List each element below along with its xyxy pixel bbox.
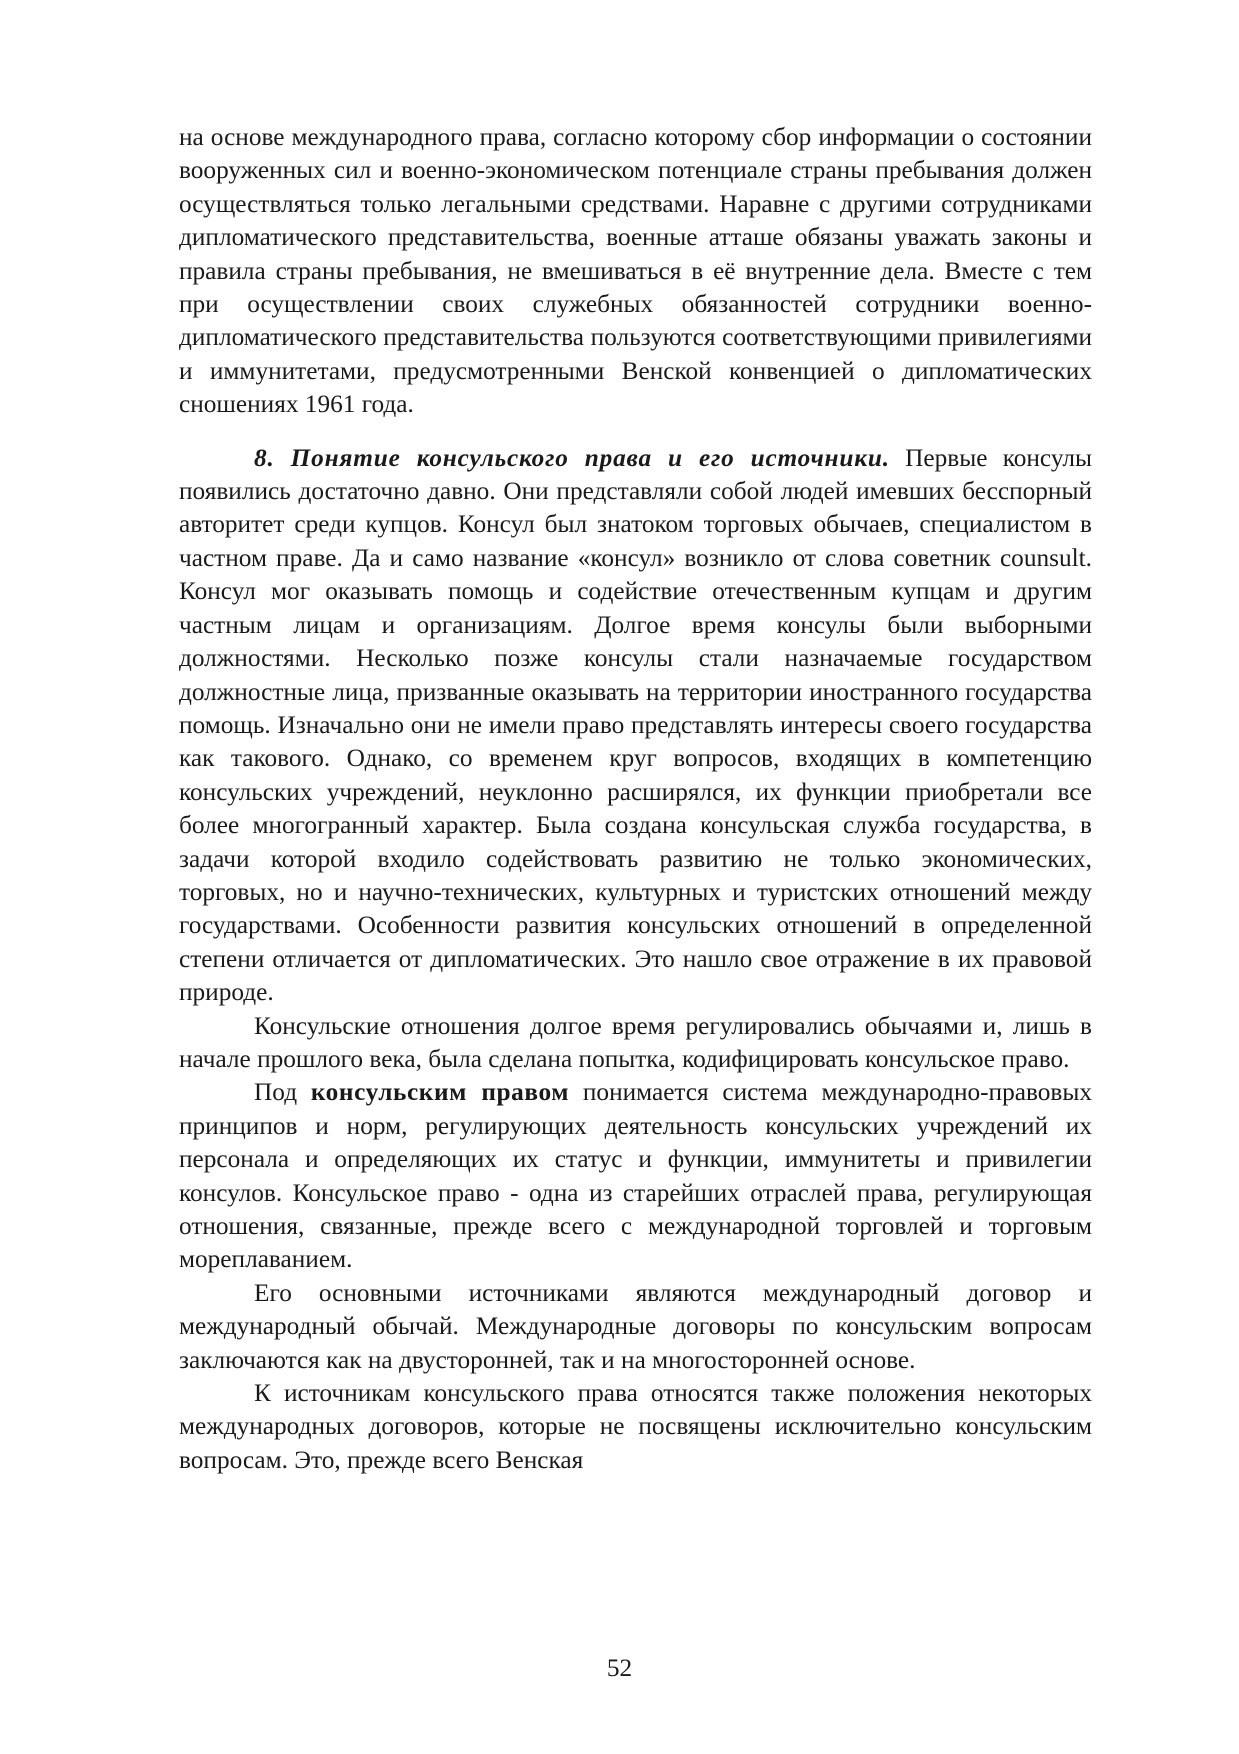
page-number: 52	[606, 1654, 633, 1682]
body-text	[179, 121, 1092, 1477]
paragraph-intro	[179, 121, 1092, 422]
paragraph-definition	[179, 1076, 1092, 1276]
paragraph-section-8	[179, 442, 1092, 1010]
paragraph-consular-relations	[179, 1010, 1092, 1077]
paragraph-definition-lead: Под	[254, 1078, 311, 1107]
paragraph-other-sources	[179, 1377, 1092, 1477]
paragraph-intro-text: на основе международного права, согласно которому сбор информации о состоянии вооруженных сил и военно-экономическом потенциале страны пребывания должен осуществляться только легальными средствами. Наравне с другими сотрудниками дипломатического представительства, военные атташе обязаны уважать законы и правила страны пребывания, не вмешиваться в её внутренние дела. Вместе с тем при осуществлении своих служебных обязанностей сотрудники военно-дипломатического представительства пользуются соответствующими привилегиями и иммунитетами, предусмотренными Венской конвенцией о дипломатических сношениях 1961 года.	[179, 123, 1092, 419]
paragraph-sources	[179, 1277, 1092, 1377]
paragraph-consular-relations-text: Консульские отношения долгое время регулировались обычаями и, лишь в начале прошлого века, была сделана попытка, кодифицировать консульское право.	[179, 1011, 1092, 1073]
paragraph-definition-text: понимается система международно-правовых принципов и норм, регулирующих деятельность консульских учреждений их персонала и определяющих их статус и функции, иммунитеты и привилегии консулов. Консульское право - одна из старейших отраслей права, регулирующая отношения, связанные, прежде всего с международной торговлей и торговым мореплаванием.	[179, 1078, 1092, 1274]
section-heading: 8. Понятие консульского права и его источники.	[254, 443, 890, 472]
paragraph-other-sources-text: К источникам консульского права относятся также положения некоторых международных договоров, которые не посвящены исключительно консульским вопросам. Это, прежде всего Венская	[179, 1379, 1092, 1474]
defined-term: консульским правом	[310, 1078, 570, 1107]
paragraph-section-8-text: Первые консулы появились достаточно давно. Они представляли собой людей имевших бесспорный авторитет среди купцов. Консул был знатоком торговых обычаев, специалистом в частном праве. Да и само название «консул» возникло от слова советник counsult. Консул мог оказывать помощь и содействие отечественным купцам и другим частным лицам и организациям. Долгое время консулы были выборными должностями. Несколько позже консулы стали назначаемые государством должностные лица, призванные оказывать на территории иностранного государства помощь. Изначально они не имели право представлять интересы своего государства как такового. Однако, со временем круг вопросов, входящих в компетенцию консульских учреждений, неуклонно расширялся, их функции приобретали все более многогранный характер. Была создана консульская служба государства, в задачи которой входило содействовать развитию не только экономических, торговых, но и научно-технических, культурных и туристских отношений между государствами. Особенности развития консульских отношений в определенной степени отличается от дипломатических. Это нашло свое отражение в их правовой природе.	[179, 443, 1092, 1007]
paragraph-sources-text: Его основными источниками являются международный договор и международный обычай. Международные договоры по консульским вопросам заключаются как на двусторонней, так и на многосторонней основе.	[179, 1278, 1092, 1374]
